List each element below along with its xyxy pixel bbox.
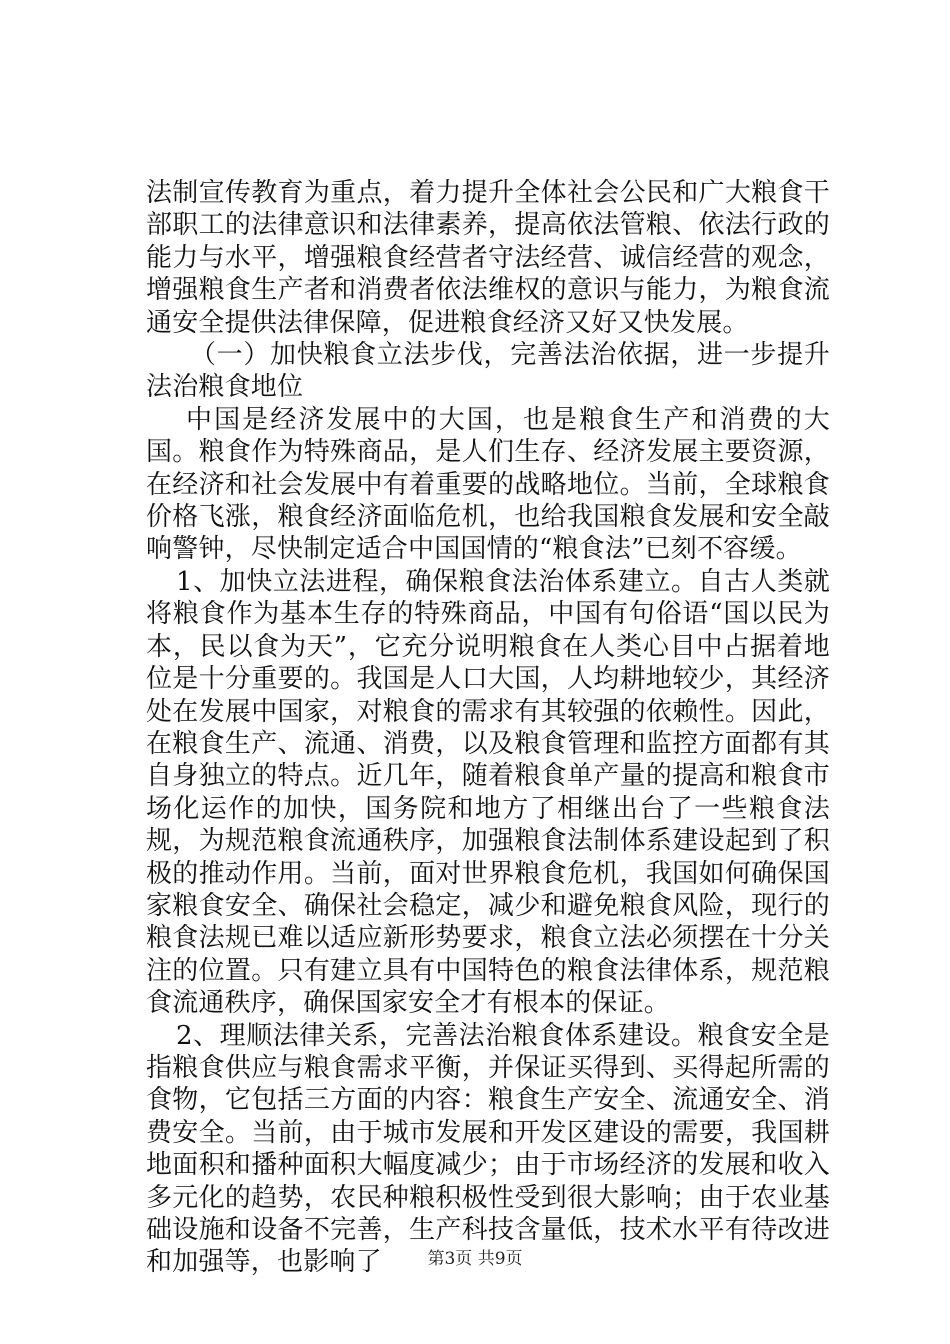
paragraph-intro: 中国是经济发展中的大国，也是粮食生产和消费的大国。粮食作为特殊商品，是人们生存、经济发展主要资源，在经济和社会发展中有着重要的战略地位。当前，全球粮食价格飞涨，粮食经济面临危机，也给我国粮食发展和安全敲响警钟，尽快制定适合中国国情的“粮食法”已刻不容缓。 (146, 404, 830, 565)
page-number-footer: 第3页 共9页 (427, 1249, 523, 1269)
paragraph-item-2: 2、理顺法律关系，完善法治粮食体系建设。粮食安全是指粮食供应与粮食需求平衡，并保证买得到、买得起所需的食物，它包括三方面的内容：粮食生产安全、流通安全、消费安全。当前，由于城市发展和开发区建设的需要，我国耕地面积和播种面积大幅度减少；由于市场经济的发展和收入多元化的趋势，农民种粮积极性受到很大影响；由于农业基础设施和设备不完善，生产科技含量低，技术水平有待改进和加强等，也影响了 (146, 1020, 830, 1278)
document-body (146, 177, 830, 1279)
section-heading: （一）加快粮食立法步伐，完善法治依据，进一步提升法治粮食地位 (146, 340, 830, 403)
paragraph-continuation: 法制宣传教育为重点，着力提升全体社会公民和广大粮食干部职工的法律意识和法律素养，提高依法管粮、依法行政的能力与水平，增强粮食经营者守法经营、诚信经营的观念，增强粮食生产者和消费者依法维权的意识与能力，为粮食流通安全提供法律保障，促进粮食经济又好又快发展。 (146, 178, 830, 338)
paragraph-item-1: 1、加快立法进程，确保粮食法治体系建立。自古人类就将粮食作为基本生存的特殊商品，中国有句俗语“国以民为本，民以食为天”，它充分说明粮食在人类心目中占据着地位是十分重要的。我国是人口大国，人均耕地较少，其经济处在发展中国家，对粮食的需求有其较强的依赖性。因此，在粮食生产、流通、消费，以及粮食管理和监控方面都有其自身独立的特点。近几年，随着粮食单产量的提高和粮食市场化运作的加快，国务院和地方了相继出台了一些粮食法规，为规范粮食流通秩序，加强粮食法制体系建设起到了积极的推动作用。当前，面对世界粮食危机，我国如何确保国家粮食安全、确保社会稳定，减少和避免粮食风险，现行的粮食法规已难以适应新形势要求，粮食立法必须摆在十分关注的位置。只有建立具有中国特色的粮食法律体系，规范粮食流通秩序，确保国家安全才有根本的保证。 (146, 566, 830, 1019)
